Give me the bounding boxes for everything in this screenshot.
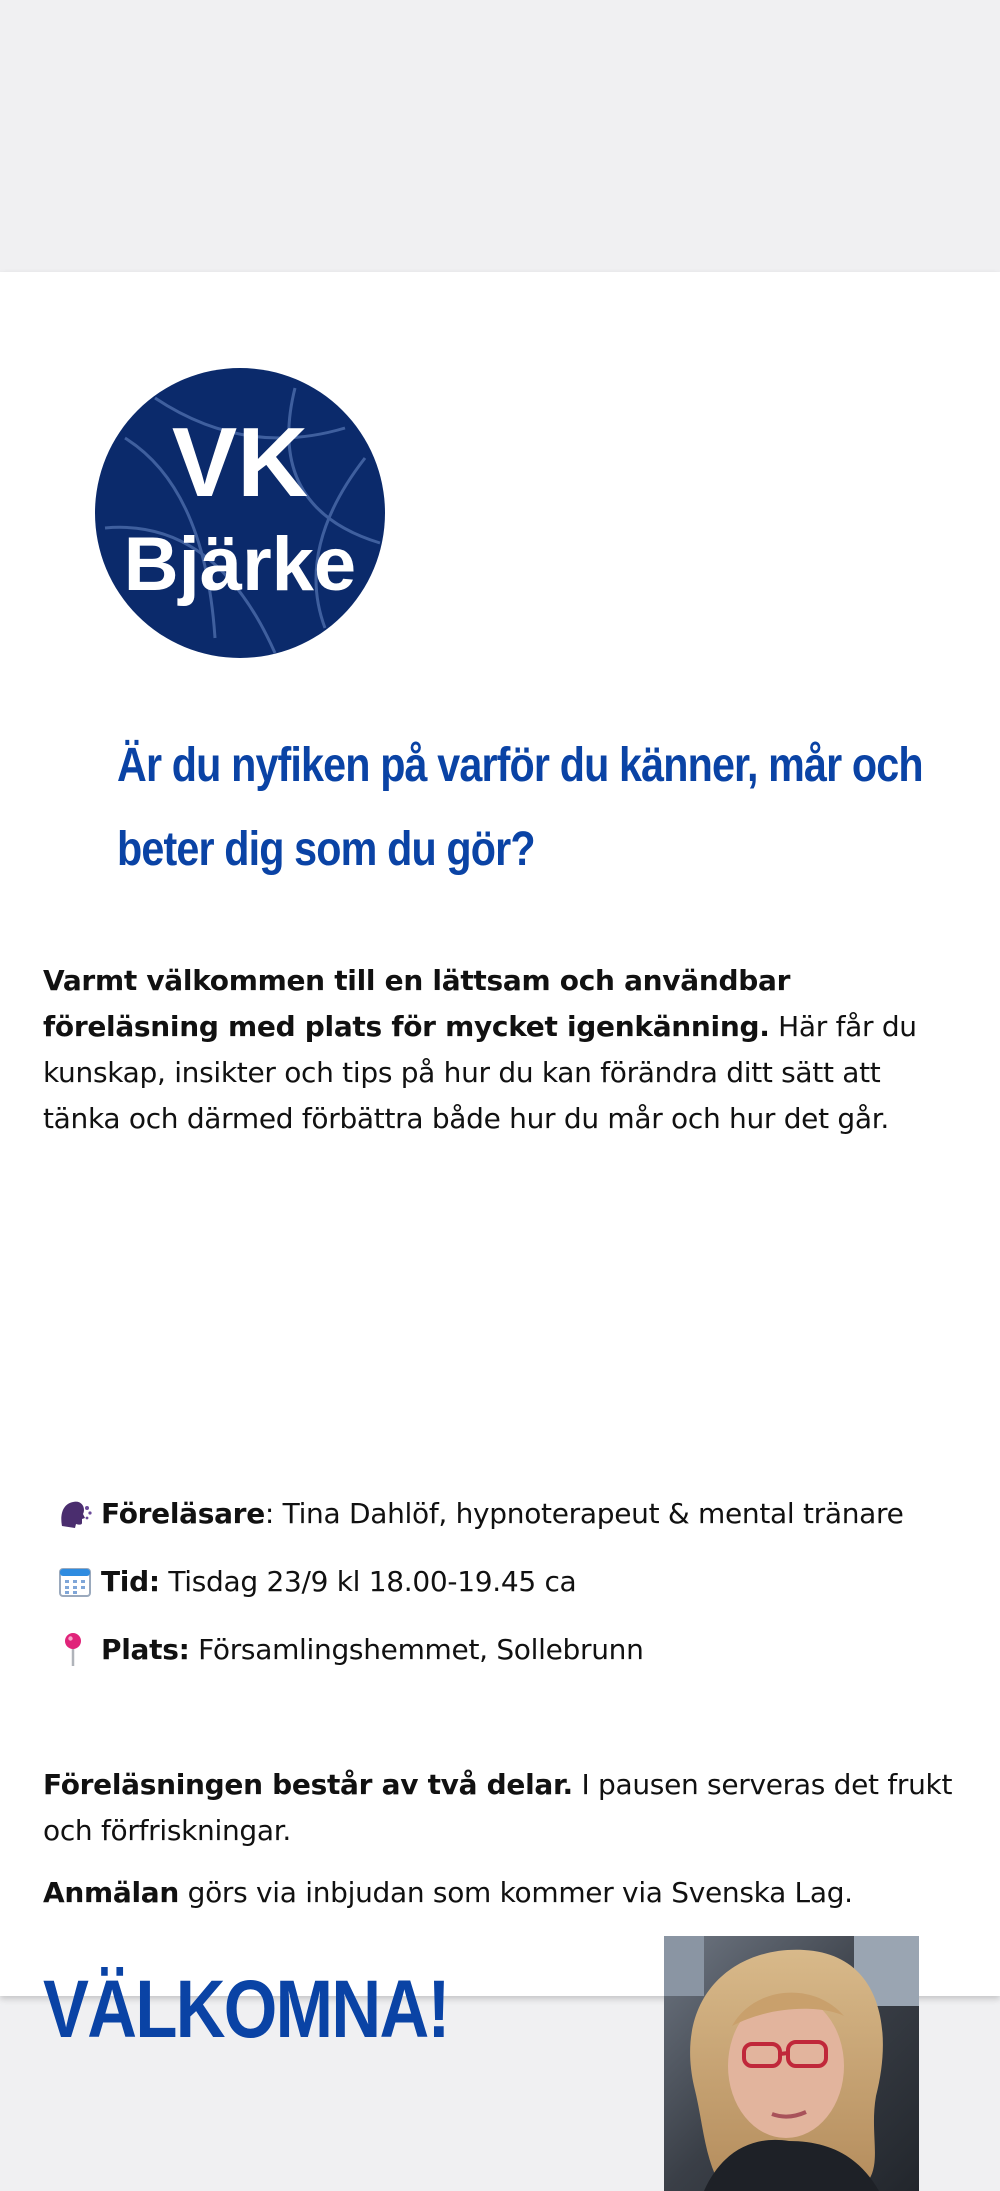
detail-place-text [101, 1626, 644, 1674]
headline [117, 724, 923, 892]
pin-icon [58, 1626, 96, 1674]
calendar-icon [58, 1558, 96, 1606]
parts-text: I pausen serveras det frukt och förfriskningar. [43, 1768, 953, 1847]
detail-speaker-text [101, 1490, 904, 1538]
detail-speaker-value: Tina Dahlöf, hypnoterapeut & mental tränare [274, 1497, 904, 1530]
detail-place [58, 1626, 958, 1694]
welcome-heading: VÄLKOMNA! [43, 1964, 449, 2055]
detail-place-label: Plats: [101, 1633, 190, 1666]
parts-paragraph [43, 1762, 963, 1854]
detail-speaker-label: Föreläsare [101, 1497, 265, 1530]
signup-paragraph [43, 1870, 963, 1916]
detail-time-label: Tid: [101, 1565, 160, 1598]
signup-bold: Anmälan [43, 1876, 179, 1909]
intro-paragraph [43, 958, 963, 1142]
logo-text-bjarke: Bjärke [123, 522, 357, 607]
headline-line-1: Är du nyfiken på varför du känner, mår och [117, 739, 923, 792]
parts-bold: Föreläsningen består av två delar. [43, 1768, 573, 1801]
event-card [0, 272, 1000, 2055]
vk-bjarke-logo [95, 368, 385, 658]
detail-place-value: Församlingshemmet, Sollebrunn [189, 1633, 644, 1666]
signup-text: görs via inbjudan som kommer via Svenska Lag. [179, 1876, 853, 1909]
detail-speaker [58, 1490, 958, 1558]
intro-text: Här får du kunskap, insikter och tips på hur du kan förändra ditt sätt att tänka och därmed förbättra både hur du mår och hur det går. [43, 1010, 917, 1135]
headline-line-2: beter dig som du gör? [117, 823, 535, 876]
detail-time-value: Tisdag 23/9 kl 18.00-19.45 ca [159, 1565, 577, 1598]
detail-time-text [101, 1558, 576, 1606]
event-details [58, 1490, 958, 1694]
speaking-head-icon [58, 1490, 96, 1538]
intro-bold: Varmt välkommen till en lättsam och användbar föreläsning med plats för mycket igenkänning. [43, 964, 791, 1043]
logo-text-vk: VK [171, 407, 309, 517]
detail-speaker-sep: : [264, 1497, 275, 1530]
detail-time [58, 1558, 958, 1626]
speaker-photo [664, 1936, 919, 2191]
